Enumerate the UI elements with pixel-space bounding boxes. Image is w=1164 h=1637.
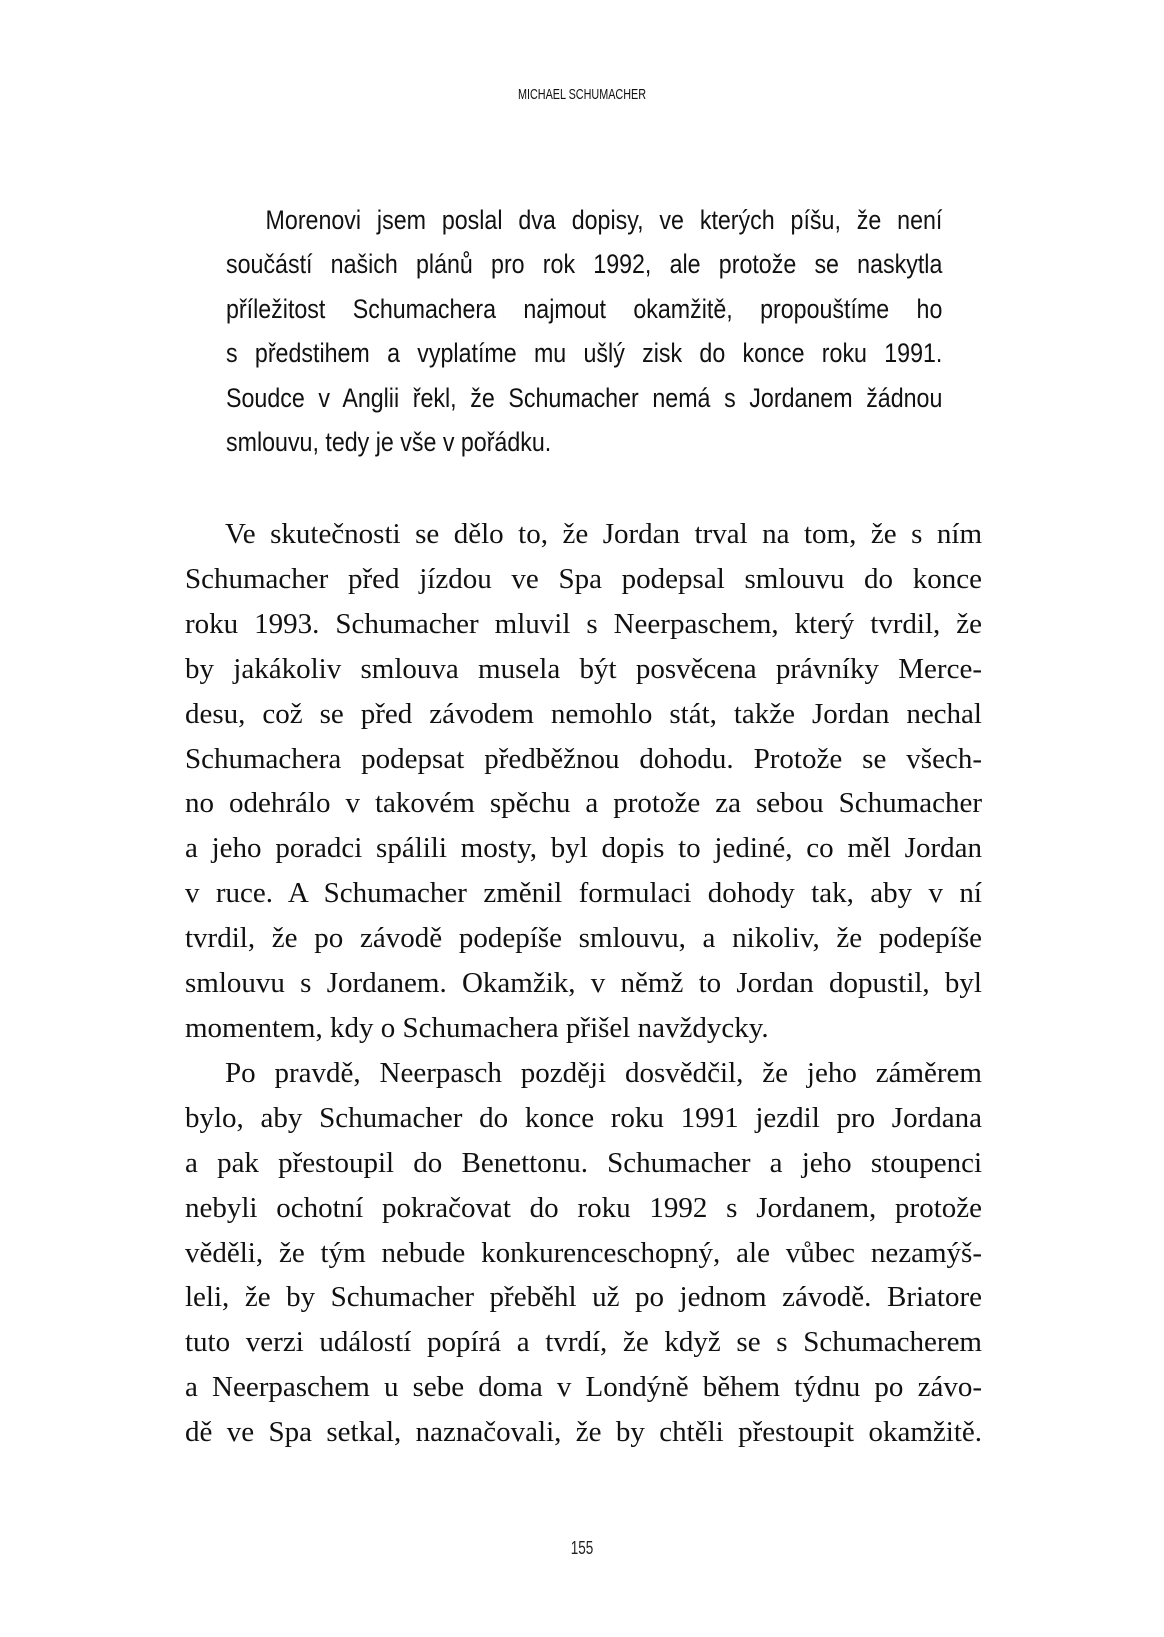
paragraph <box>185 1051 982 1455</box>
text-line: smlouvu s Jordanem. Okamžik, v němž to Jordan dopustil, byl <box>185 967 982 1000</box>
quote-line: s předstihem a vyplatíme mu ušlý zisk do konce roku 1991. <box>226 338 943 369</box>
quote-line: Soudce v Anglii řekl, že Schumacher nemá s Jordanem žádnou <box>226 382 943 413</box>
body-text <box>185 512 982 1455</box>
text-line: roku 1993. Schumacher mluvil s Neerpaschem, který tvrdil, že <box>185 607 982 640</box>
text-line: Schumacher před jízdou ve Spa podepsal smlouvu do konce <box>185 562 982 595</box>
quote-line: součástí našich plánů pro rok 1992, ale protože se naskytla <box>226 249 943 280</box>
text-line: bylo, aby Schumacher do konce roku 1991 jezdil pro Jordana <box>185 1101 982 1134</box>
text-line: momentem, kdy o Schumachera přišel navždycky. <box>185 1011 769 1044</box>
text-line: leli, že by Schumacher přeběhl už po jednom závodě. Briatore <box>185 1281 982 1314</box>
block-quote <box>226 198 942 464</box>
paragraph <box>185 512 982 1051</box>
text-line: tvrdil, že po závodě podepíše smlouvu, a nikoliv, že podepíše <box>185 922 982 955</box>
running-header: MICHAEL SCHUMACHER <box>517 86 647 103</box>
text-line: a pak přestoupil do Benettonu. Schumacher a jeho stoupenci <box>185 1146 982 1179</box>
text-line: desu, což se před závodem nemohlo stát, takže Jordan nechal <box>185 697 982 730</box>
text-line: věděli, že tým nebude konkurenceschopný, ale vůbec nezamýš- <box>185 1236 982 1269</box>
quote-line: Morenovi jsem poslal dva dopisy, ve kterých píšu, že není <box>265 205 943 235</box>
quote-line: příležitost Schumachera najmout okamžitě, propouštíme ho <box>226 293 943 324</box>
text-line: a Neerpaschem u sebe doma v Londýně během týdnu po závo- <box>185 1371 982 1404</box>
text-line: a jeho poradci spálili mosty, byl dopis to jediné, co měl Jordan <box>185 832 982 865</box>
quote-line: smlouvu, tedy je vše v pořádku. <box>226 427 552 458</box>
text-line: v ruce. A Schumacher změnil formulaci dohody tak, aby v ní <box>185 877 982 910</box>
page-number: 155 <box>570 1538 594 1558</box>
text-line: no odehrálo v takovém spěchu a protože za sebou Schumacher <box>185 787 982 820</box>
text-line: Ve skutečnosti se dělo to, že Jordan trval na tom, že s ním <box>225 518 982 550</box>
text-line: Schumachera podepsat předběžnou dohodu. Protože se všech- <box>185 742 982 775</box>
text-line: by jakákoliv smlouva musela být posvěcena právníky Merce- <box>185 652 982 685</box>
text-line: nebyli ochotní pokračovat do roku 1992 s Jordanem, protože <box>185 1191 982 1224</box>
text-line: tuto verzi událostí popírá a tvrdí, že když se s Schumacherem <box>185 1326 982 1359</box>
text-line: dě ve Spa setkal, naznačovali, že by chtěli přestoupit okamžitě. <box>185 1416 982 1449</box>
text-line: Po pravdě, Neerpasch později dosvědčil, že jeho záměrem <box>225 1056 982 1089</box>
